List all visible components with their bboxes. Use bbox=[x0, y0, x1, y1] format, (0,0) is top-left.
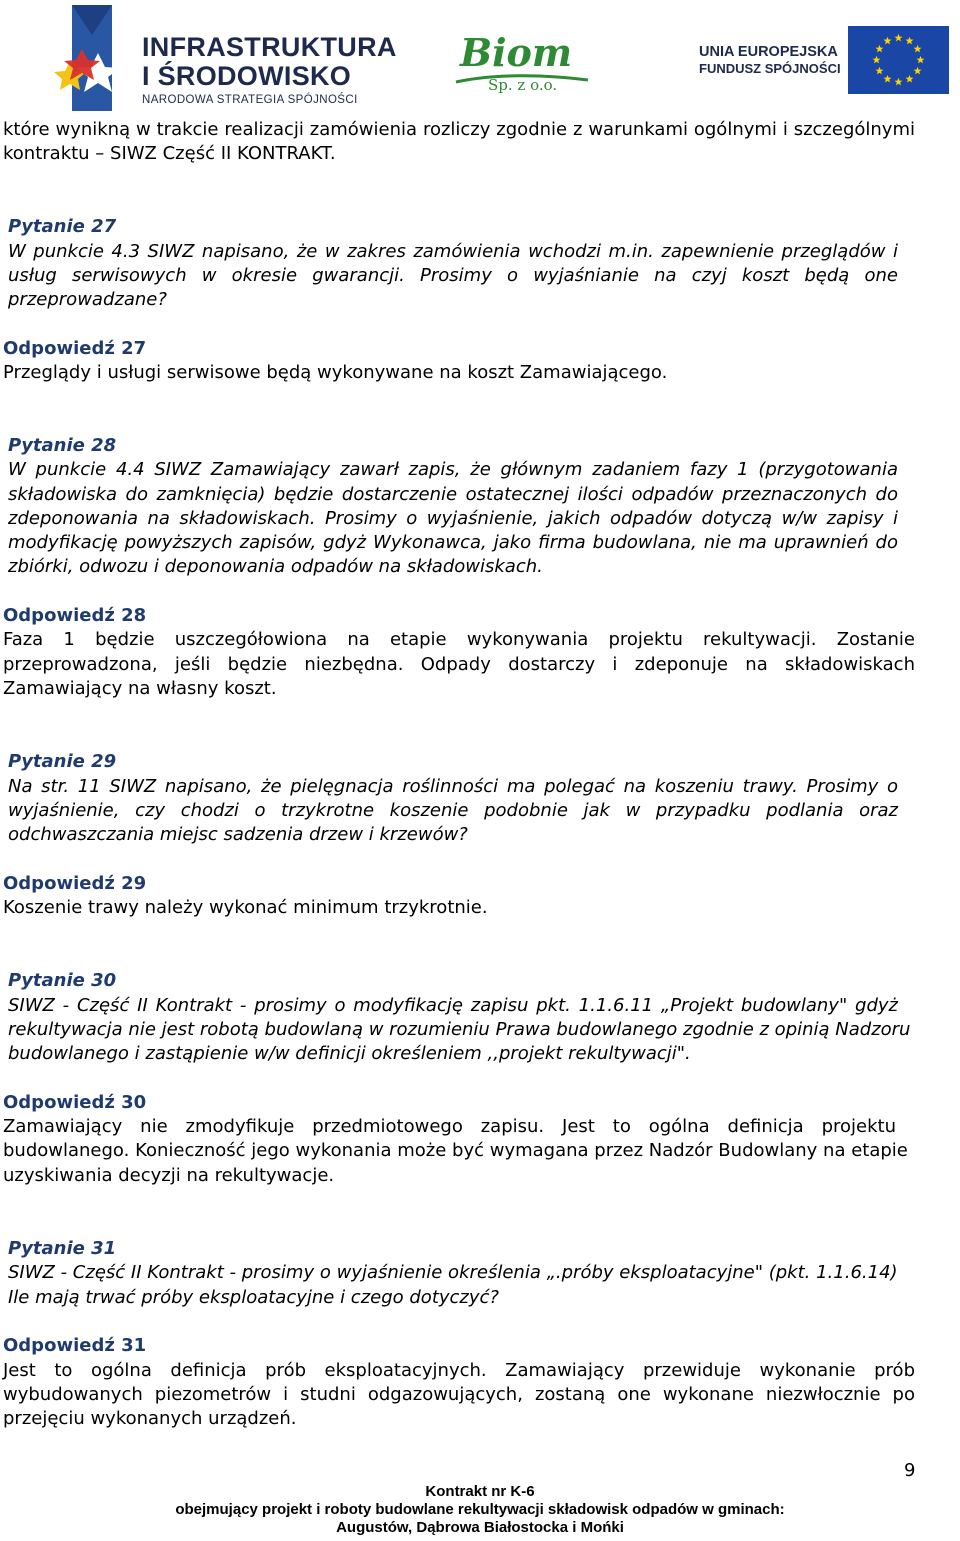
question-text-line: Na str. 11 SIWZ napisano, że pielęgnacja roślinności ma polegać na koszeniu trawy. Prosimy o bbox=[8, 776, 898, 797]
footer-municipalities: Augustów, Dąbrowa Białostocka i Mońki bbox=[336, 1519, 624, 1536]
page-header bbox=[0, 0, 960, 115]
biom-wordmark: Biom bbox=[460, 30, 573, 75]
question-text-line: wyjaśnienie, czy chodzi o trzykrotne koszenie podobnie jak w przypadku podlania oraz bbox=[8, 800, 898, 821]
page-number: 9 bbox=[904, 1460, 916, 1481]
answer-text-line: przeprowadzona, jeśli będzie niezbędna. Odpady dostarczy i zdeponuje na składowiskach bbox=[3, 654, 915, 675]
answer-text-line: Zamawiający na własny koszt. bbox=[3, 678, 277, 699]
eu-union-label: UNIA EUROPEJSKA bbox=[699, 44, 838, 60]
question-text-line: modyfikację powyższych zapisów, gdyż Wykonawca, jako firma budowlana, nie ma uprawnień do bbox=[8, 532, 898, 553]
question-text-line: rekultywacja nie jest robotą budowlaną w rozumieniu Prawa budowlanego zgodnie z opinią Nadzoru bbox=[8, 1019, 911, 1040]
question-heading: Pytanie 29 bbox=[8, 751, 117, 772]
question-text-line: przeprowadzane? bbox=[8, 289, 167, 310]
eu-fund-label bbox=[699, 44, 841, 77]
question-text-line: usług serwisowych w okresie gwarancji. Prosimy o wyjaśnianie na czyj koszt będą one bbox=[8, 265, 898, 286]
eu-flag-icon bbox=[848, 26, 949, 94]
program-name-line1: INFRASTRUKTURA bbox=[142, 32, 397, 62]
answer-heading: Odpowiedź 29 bbox=[3, 873, 147, 894]
question-text-line: W punkcie 4.3 SIWZ napisano, że w zakres zamówienia wchodzi m.in. zapewnienie przeglądów i bbox=[8, 241, 898, 262]
answer-text-line: Jest to ogólna definicja prób eksploatacyjnych. Zamawiający przewiduje wykonanie prób bbox=[3, 1360, 915, 1381]
question-text-line: Ile mają trwać próby eksploatacyjne i czego dotyczyć? bbox=[8, 1287, 499, 1308]
question-text-line: W punkcie 4.4 SIWZ Zamawiający zawarł zapis, że głównym zadaniem fazy 1 (przygotowania bbox=[8, 459, 898, 480]
question-heading: Pytanie 31 bbox=[8, 1238, 117, 1259]
cohesion-fund-label: FUNDUSZ SPÓJNOŚCI bbox=[699, 61, 841, 76]
answer-text-line: Faza 1 będzie uszczegółowiona na etapie wykonywania projektu rekultywacji. Zostanie bbox=[3, 629, 915, 650]
answer-heading: Odpowiedź 30 bbox=[3, 1092, 147, 1113]
answer-heading: Odpowiedź 28 bbox=[3, 605, 147, 626]
question-text-line: odchwaszczania miejsc sadzenia drzew i krzewów? bbox=[8, 824, 468, 845]
question-heading: Pytanie 28 bbox=[8, 435, 117, 456]
infrastruktura-srodowisko-logo bbox=[48, 5, 397, 113]
intro-line: kontraktu – SIWZ Część II KONTRAKT. bbox=[3, 143, 336, 164]
question-text-line: zdeponowania na składowiskach. Prosimy o wyjaśnienie, jakich odpadów dotyczą w/w zapisy i bbox=[8, 508, 898, 529]
program-tagline: NARODOWA STRATEGIA SPÓJNOŚCI bbox=[142, 94, 358, 106]
answer-heading: Odpowiedź 27 bbox=[3, 338, 147, 359]
question-heading: Pytanie 30 bbox=[8, 970, 117, 991]
biom-company-form: Sp. z o.o. bbox=[488, 76, 558, 94]
question-heading: Pytanie 27 bbox=[8, 216, 117, 237]
question-text-line: SIWZ - Część II Kontrakt - prosimy o wyjaśnienie określenia „.próby eksploatacyjne" (pkt. 1.1.6.14) bbox=[8, 1262, 898, 1283]
question-text-line: zbiórki, odwozu i deponowania odpadów na składowiskach. bbox=[8, 556, 543, 577]
answer-text-line: Zamawiający nie zmodyfikuje przedmiotowego zapisu. Jest to ogólna definicja projektu bbox=[3, 1116, 896, 1137]
star-emblem-icon bbox=[48, 5, 140, 111]
program-name-line2: I ŚRODOWISKO bbox=[142, 61, 352, 91]
footer-description: obejmujący projekt i roboty budowlane rekultywacji składowisk odpadów w gminach: bbox=[175, 1501, 785, 1518]
answer-heading: Odpowiedź 31 bbox=[3, 1335, 147, 1356]
question-text-line: budowlanego i zastąpienie w/w definicji określeniem ,,projekt rekultywacji". bbox=[8, 1043, 691, 1064]
answer-text-line: przejęciu wykonanych urządzeń. bbox=[3, 1408, 297, 1429]
question-text-line: składowiska do zamknięcia) będzie dostarczenie ostatecznej ilości odpadów przeznaczonych do bbox=[8, 484, 898, 505]
footer-contract-number: Kontrakt nr K-6 bbox=[425, 1483, 535, 1500]
answer-text-line: Przeglądy i usługi serwisowe będą wykonywane na koszt Zamawiającego. bbox=[3, 362, 668, 383]
answer-text-line: wybudowanych piezometrów i studni odgazowujących, zostaną one wykonane niezwłocznie po bbox=[3, 1384, 915, 1405]
answer-text-line: Koszenie trawy należy wykonać minimum trzykrotnie. bbox=[3, 897, 488, 918]
answer-text-line: budowlanego. Konieczność jego wykonania może być wymagana przez Nadzór Budowlany na etapie bbox=[3, 1140, 908, 1161]
biom-logo bbox=[452, 30, 592, 98]
answer-text-line: uzyskiwania decyzji na rekultywacje. bbox=[3, 1165, 335, 1186]
question-text-line: SIWZ - Część II Kontrakt - prosimy o modyfikację zapisu pkt. 1.1.6.11 „Projekt budowlany" gdyż bbox=[8, 995, 898, 1016]
intro-line: które wynikną w trakcie realizacji zamówienia rozliczy zgodnie z warunkami ogólnymi i szczególnymi bbox=[3, 119, 915, 140]
